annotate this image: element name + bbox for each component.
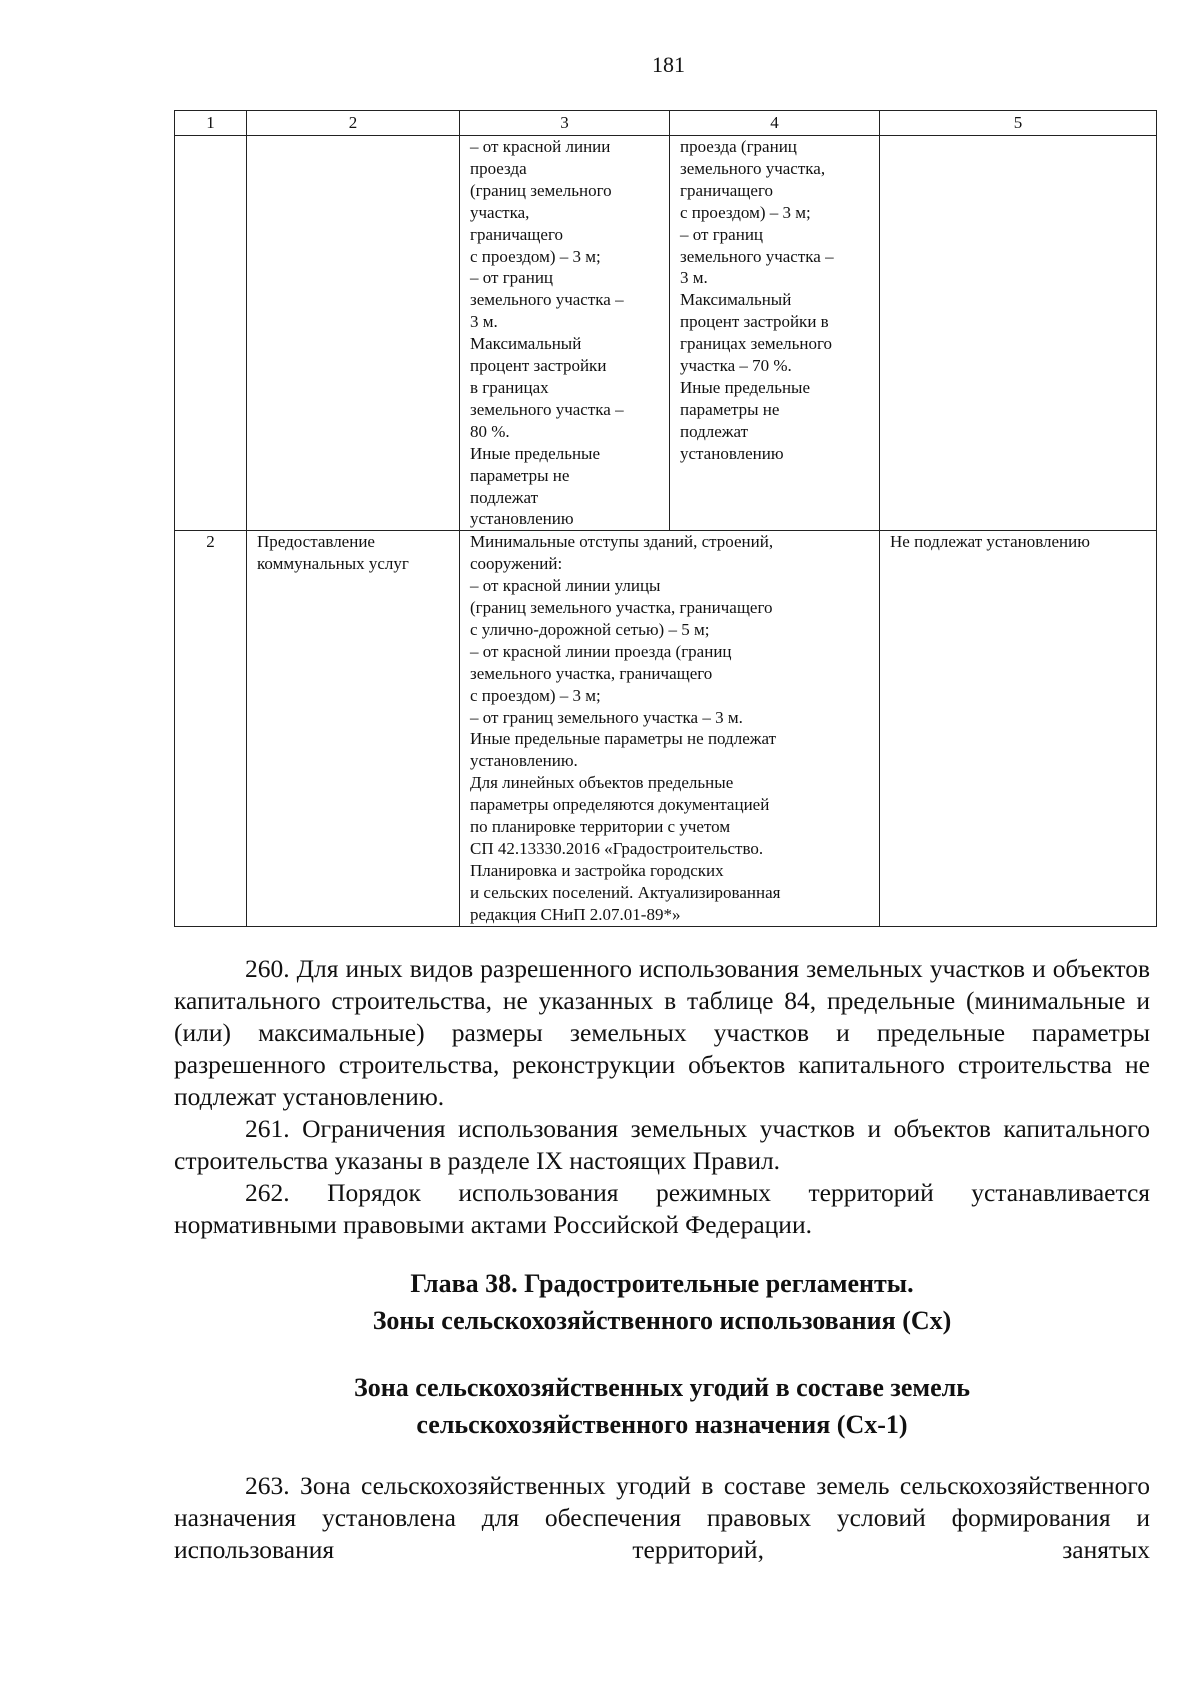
cell-line: Минимальные отступы зданий, строений, [470,532,774,552]
cell-line: Иные предельные [470,443,601,463]
cell-line: земельного участка, граничащего [470,663,713,683]
cell-line: земельного участка – [680,246,834,266]
chapter-heading-line: Зоны сельскохозяйственного использования (Сх) [372,1306,952,1335]
cell-line: СП 42.13330.2016 «Градостроительство. [470,839,764,858]
cell-line: Максимальный [470,334,582,354]
cell-line: участка, [470,202,530,222]
paragraph-261: 261. Ограничения использования земельных участков и объектов капитального строительства указаны в разделе IX настоящих Правил. [174,1114,1150,1175]
cell-line: (границ земельного [470,180,612,200]
cell-line: с проездом) – 3 м; [470,246,601,266]
cell-line: подлежат [680,421,749,441]
cell-line: параметры не [680,399,780,419]
cell-line: по планировке территории с учетом [470,817,731,837]
cell-line: и сельских поселений. Актуализированная [470,882,781,902]
cell-line: процент застройки в [680,312,829,332]
row2-parameters-cell [460,531,880,926]
cell-line: процент застройки [470,356,607,376]
cell-line: в границах [470,377,549,397]
regulations-table [174,110,1157,927]
cell-line: коммунальных услуг [257,554,409,574]
row1-col5-cell [880,136,1157,531]
cell-line: Иные предельные [680,377,811,397]
cell-line: (границ земельного участка, граничащего [470,598,773,618]
row2-name-cell [247,531,460,926]
row1-col4-cell [670,136,880,531]
cell-line: 3 м. [680,268,708,288]
header-cell: 1 [175,111,247,136]
cell-line: границах земельного [680,334,833,354]
cell-line: – от границ [470,268,554,288]
cell-line: земельного участка, [680,158,826,178]
cell-line: Планировка и застройка городских [470,860,724,880]
cell-line: земельного участка – [470,399,624,419]
chapter-heading-line: Глава 38. Градостроительные регламенты. [410,1269,914,1298]
cell-line: установлению [680,443,784,463]
zone-heading [174,1369,1150,1443]
table-row [175,136,1157,531]
chapter-heading [174,1265,1150,1339]
cell-line: с проездом) – 3 м; [470,685,601,705]
paragraph-260: 260. Для иных видов разрешенного использования земельных участков и объектов капитального строительства, не указанных в таблице 84, предельные (минимальные и (или) максимальные) размеры земельных участков и предельные параметры разрешенного строительства, реконструкции объектов капитального строительства не подлежат установлению. [174,954,1150,1111]
cell-line: 80 %. [470,421,510,441]
cell-line: – от красной линии улицы [470,576,661,596]
header-cell: 4 [670,111,880,136]
cell-line: земельного участка – [470,290,624,310]
paragraph-263-block [174,1470,1150,1566]
cell-line: подлежат [470,487,539,507]
cell-line: параметры определяются документацией [470,795,770,815]
cell-line: сооружений: [470,554,563,574]
cell-line: граничащего [680,180,773,200]
cell-line: Для линейных объектов предельные [470,773,734,793]
header-cell: 3 [460,111,670,136]
page-number: 181 [652,52,685,77]
zone-heading-line: Зона сельскохозяйственных угодий в составе земель [353,1373,970,1402]
zone-heading-line: сельскохозяйственного назначения (Сх-1) [416,1410,908,1439]
cell-line: проезда [470,158,527,178]
cell-line: – от границ [680,224,764,244]
cell-line: граничащего [470,224,563,244]
cell-line: – от красной линии проезда (границ [470,641,732,661]
table-row [175,531,1157,926]
cell-line: Максимальный [680,290,792,310]
cell-line: с проездом) – 3 м; [680,202,811,222]
header-cell: 2 [247,111,460,136]
cell-line: с улично-дорожной сетью) – 5 м; [470,619,710,639]
row1-name-cell [247,136,460,531]
cell-line: Иные предельные параметры не подлежат [470,729,777,749]
row2-number-cell: 2 [175,531,247,926]
row1-col3-cell [460,136,670,531]
cell-line: редакция СНиП 2.07.01-89*» [470,904,681,924]
paragraphs-block [174,953,1150,1241]
cell-line: Предоставление [257,532,375,552]
cell-line: установлению. [470,751,578,771]
cell-line: 3 м. [470,312,498,332]
paragraph-262: 262. Порядок использования режимных территорий устанавливается нормативными правовыми актами Российской Федерации. [174,1178,1150,1239]
table-header-row [175,111,1157,136]
header-cell: 5 [880,111,1157,136]
row1-number-cell [175,136,247,531]
paragraph-263: 263. Зона сельскохозяйственных угодий в составе земель сельскохозяйственного назначения установлена для обеспечения правовых условий формирования и использования территорий, занятых [174,1471,1150,1564]
row2-col5-cell: Не подлежат установлению [880,531,1157,926]
cell-line: – от границ земельного участка – 3 м. [470,707,743,727]
cell-line: параметры не [470,465,570,485]
cell-line: участка – 70 %. [680,356,792,376]
cell-line: – от красной линии [470,137,611,156]
cell-line: проезда (границ [680,137,797,156]
cell-line: установлению [470,509,574,529]
